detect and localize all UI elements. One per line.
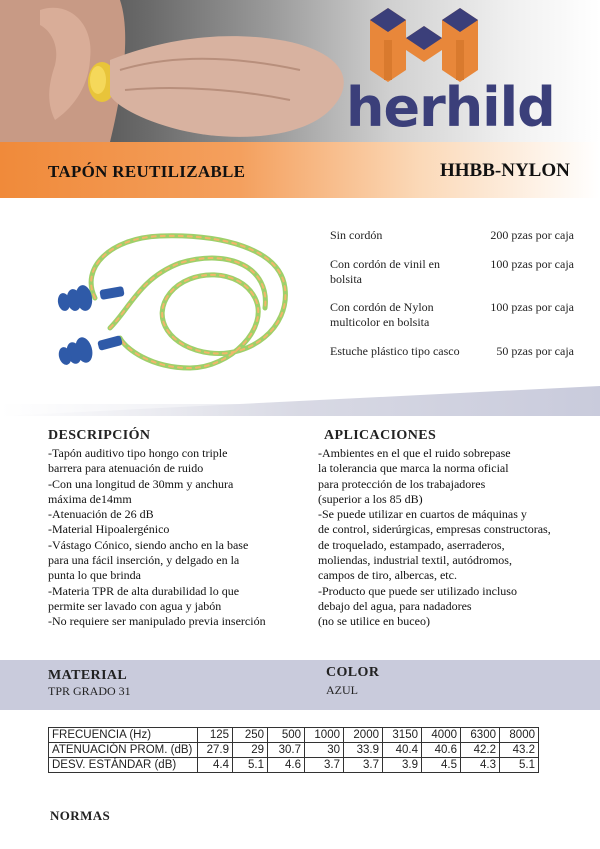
descripcion-text: -Tapón auditivo tipo hongo con triple barrera para atenuación de ruido -Con una longitud de 30mm y anchura máxima de14mm -Atenuación de 26 dB -Material Hipoalergénico -Vástago Cónico, siendo ancho en la base para una fácil inserción, y delgado en la punta lo que brinda -Materia TPR de alta durabilidad lo que permite ser lavado con agua y jabón -No requiere ser manipulado previa inserción: [48, 446, 266, 629]
attenuation-table: [48, 727, 539, 773]
packaging-label: Con cordón de Nylon multicolor en bolsita: [330, 300, 434, 329]
table-cell: 4.5: [422, 758, 461, 773]
divider-shape: [0, 386, 600, 416]
packaging-row: [330, 344, 574, 364]
table-cell: 4.4: [198, 758, 233, 773]
earplug-cord-icon: [40, 218, 310, 383]
brand-name: herhild: [346, 76, 555, 139]
table-cell: 3.7: [305, 758, 344, 773]
packaging-value: 100 pzas por caja: [490, 300, 574, 314]
table-cell: 43.2: [500, 743, 539, 758]
row-header: FRECUENCIA (Hz): [49, 728, 198, 743]
material-heading: MATERIAL: [48, 668, 128, 683]
descripcion-heading: DESCRIPCIÓN: [48, 428, 151, 443]
aplicaciones-heading: APLICACIONES: [324, 428, 437, 443]
row-header: DESV. ESTÁNDAR (dB): [49, 758, 198, 773]
table-cell: 33.9: [344, 743, 383, 758]
table-cell: 4.3: [461, 758, 500, 773]
table-cell: 40.6: [422, 743, 461, 758]
brand-logo: [346, 0, 600, 142]
table-cell: 5.1: [500, 758, 539, 773]
table-cell: 1000: [305, 728, 344, 743]
product-title: TAPÓN REUTILIZABLE: [48, 162, 246, 181]
table-cell: 42.2: [461, 743, 500, 758]
packaging-label: Con cordón de vinil en bolsita: [330, 257, 440, 286]
table-cell: 6300: [461, 728, 500, 743]
table-cell: 500: [268, 728, 305, 743]
table-cell: 4000: [422, 728, 461, 743]
packaging-row: [330, 228, 574, 248]
packaging-row: [330, 300, 574, 332]
table-cell: 5.1: [233, 758, 268, 773]
table-cell: 30: [305, 743, 344, 758]
color-heading: COLOR: [326, 665, 380, 680]
packaging-label: Estuche plástico tipo casco: [330, 344, 460, 358]
table-cell: 4.6: [268, 758, 305, 773]
product-image: [40, 218, 310, 383]
packaging-value: 100 pzas por caja: [490, 257, 574, 271]
table-cell: 3150: [383, 728, 422, 743]
packaging-row: [330, 257, 574, 289]
table-cell: 8000: [500, 728, 539, 743]
product-model: HHBB-NYLON: [440, 160, 570, 181]
table-row: [49, 728, 539, 743]
table-cell: 3.9: [383, 758, 422, 773]
table-cell: 40.4: [383, 743, 422, 758]
material-value: TPR GRADO 31: [48, 684, 131, 698]
aplicaciones-text: -Ambientes en el que el ruido sobrepase la tolerancia que marca la norma oficial para protección de los trabajadores (superior a los 85 dB) -Se puede utilizar en cuartos de máquinas y de control, siderúrgicas, empresas constructoras, de troquelado, estampado, aserraderos, moliendas, industrial textil, autódromos, campos de tiro, albercas, etc. -Producto que puede ser utilizado incluso debajo del agua, para nadadores (no se utilice en buceo): [318, 446, 551, 629]
color-value: AZUL: [326, 683, 358, 697]
packaging-label: Sin cordón: [330, 228, 383, 242]
table-cell: 2000: [344, 728, 383, 743]
table-row: [49, 743, 539, 758]
table-cell: 125: [198, 728, 233, 743]
packaging-value: 200 pzas por caja: [490, 228, 574, 242]
section-divider: [0, 386, 600, 416]
packaging-value: 50 pzas por caja: [496, 344, 574, 358]
row-header: ATENUACIÓN PROM. (dB): [49, 743, 198, 758]
table-cell: 27.9: [198, 743, 233, 758]
table-row: [49, 758, 539, 773]
table-cell: 30.7: [268, 743, 305, 758]
table-cell: 3.7: [344, 758, 383, 773]
normas-heading: NORMAS: [50, 808, 111, 823]
table-cell: 29: [233, 743, 268, 758]
table-cell: 250: [233, 728, 268, 743]
